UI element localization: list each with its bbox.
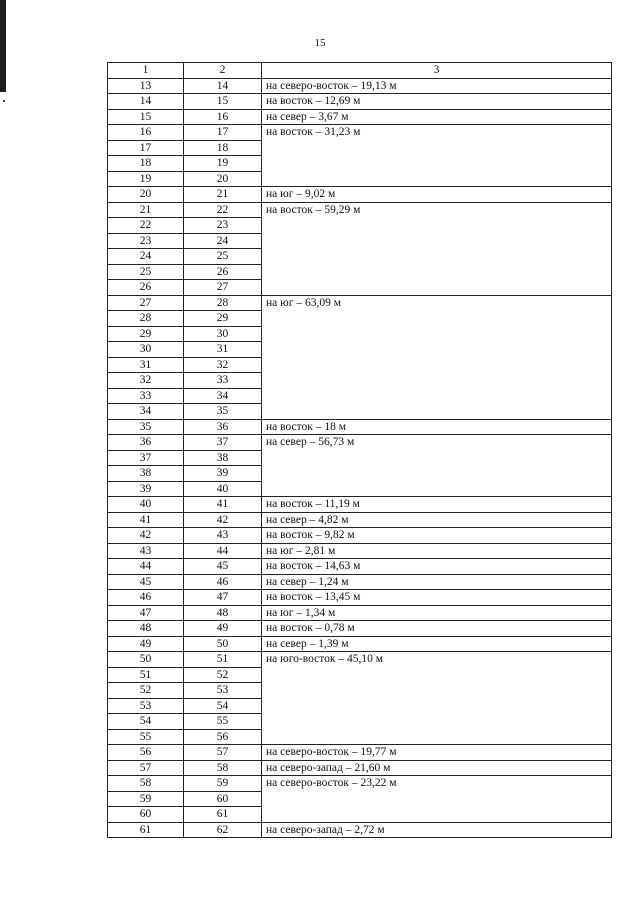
direction-distance-cell: на северо-запад – 21,60 м — [262, 760, 612, 776]
point-from-cell: 26 — [108, 280, 184, 296]
point-from-cell: 18 — [108, 156, 184, 172]
point-to-cell: 51 — [184, 652, 262, 668]
direction-distance-cell: на северо-восток – 19,13 м — [262, 78, 612, 94]
point-to-cell: 14 — [184, 78, 262, 94]
point-from-cell: 51 — [108, 667, 184, 683]
direction-distance-cell: на север – 1,39 м — [262, 636, 612, 652]
table-row — [108, 94, 612, 110]
point-from-cell: 49 — [108, 636, 184, 652]
point-from-cell: 31 — [108, 357, 184, 373]
table-row — [108, 590, 612, 606]
point-to-cell: 30 — [184, 326, 262, 342]
table-row — [108, 125, 612, 141]
point-to-cell: 54 — [184, 698, 262, 714]
table-row — [108, 636, 612, 652]
point-from-cell: 19 — [108, 171, 184, 187]
point-to-cell: 45 — [184, 559, 262, 575]
point-from-cell: 41 — [108, 512, 184, 528]
point-to-cell: 43 — [184, 528, 262, 544]
point-from-cell: 45 — [108, 574, 184, 590]
point-to-cell: 55 — [184, 714, 262, 730]
direction-distance-cell: на юг – 1,34 м — [262, 605, 612, 621]
point-to-cell: 15 — [184, 94, 262, 110]
point-from-cell: 40 — [108, 497, 184, 513]
point-from-cell: 24 — [108, 249, 184, 265]
table-row — [108, 621, 612, 637]
point-to-cell: 46 — [184, 574, 262, 590]
point-from-cell: 15 — [108, 109, 184, 125]
point-from-cell: 34 — [108, 404, 184, 420]
point-from-cell: 17 — [108, 140, 184, 156]
point-from-cell: 20 — [108, 187, 184, 203]
point-to-cell: 42 — [184, 512, 262, 528]
table-row — [108, 543, 612, 559]
point-from-cell: 39 — [108, 481, 184, 497]
point-from-cell: 58 — [108, 776, 184, 792]
point-to-cell: 24 — [184, 233, 262, 249]
point-from-cell: 53 — [108, 698, 184, 714]
direction-distance-cell: на юг – 63,09 м — [262, 295, 612, 419]
point-from-cell: 56 — [108, 745, 184, 761]
point-to-cell: 18 — [184, 140, 262, 156]
point-from-cell: 16 — [108, 125, 184, 141]
point-to-cell: 60 — [184, 791, 262, 807]
table-row — [108, 574, 612, 590]
point-to-cell: 40 — [184, 481, 262, 497]
point-to-cell: 50 — [184, 636, 262, 652]
table-row — [108, 187, 612, 203]
point-to-cell: 44 — [184, 543, 262, 559]
point-to-cell: 58 — [184, 760, 262, 776]
direction-distance-cell: на восток – 11,19 м — [262, 497, 612, 513]
point-from-cell: 60 — [108, 807, 184, 823]
point-to-cell: 47 — [184, 590, 262, 606]
point-from-cell: 25 — [108, 264, 184, 280]
table-row — [108, 295, 612, 311]
table-row — [108, 760, 612, 776]
point-from-cell: 38 — [108, 466, 184, 482]
point-from-cell: 36 — [108, 435, 184, 451]
point-to-cell: 21 — [184, 187, 262, 203]
point-from-cell: 29 — [108, 326, 184, 342]
point-from-cell: 52 — [108, 683, 184, 699]
point-to-cell: 56 — [184, 729, 262, 745]
point-to-cell: 52 — [184, 667, 262, 683]
point-from-cell: 35 — [108, 419, 184, 435]
direction-distance-cell: на восток – 18 м — [262, 419, 612, 435]
point-to-cell: 20 — [184, 171, 262, 187]
point-from-cell: 23 — [108, 233, 184, 249]
point-from-cell: 50 — [108, 652, 184, 668]
table-row — [108, 822, 612, 838]
point-from-cell: 57 — [108, 760, 184, 776]
header-col-2: 2 — [184, 63, 262, 79]
point-to-cell: 41 — [184, 497, 262, 513]
point-to-cell: 38 — [184, 450, 262, 466]
direction-distance-cell: на восток – 31,23 м — [262, 125, 612, 187]
table-row — [108, 745, 612, 761]
point-to-cell: 33 — [184, 373, 262, 389]
direction-distance-cell: на северо-запад – 2,72 м — [262, 822, 612, 838]
point-to-cell: 57 — [184, 745, 262, 761]
point-from-cell: 28 — [108, 311, 184, 327]
direction-distance-cell: на север – 3,67 м — [262, 109, 612, 125]
point-to-cell: 39 — [184, 466, 262, 482]
point-from-cell: 43 — [108, 543, 184, 559]
table-row — [108, 776, 612, 792]
point-to-cell: 53 — [184, 683, 262, 699]
point-to-cell: 49 — [184, 621, 262, 637]
point-to-cell: 34 — [184, 388, 262, 404]
point-to-cell: 27 — [184, 280, 262, 296]
direction-distance-cell: на юго-восток – 45,10 м — [262, 652, 612, 745]
point-from-cell: 32 — [108, 373, 184, 389]
table-row — [108, 419, 612, 435]
table-row — [108, 109, 612, 125]
table-row — [108, 202, 612, 218]
table-header-row — [108, 63, 612, 79]
header-col-3: 3 — [262, 63, 612, 79]
direction-distance-cell: на юг – 2,81 м — [262, 543, 612, 559]
scan-speck — [3, 100, 5, 102]
point-from-cell: 21 — [108, 202, 184, 218]
point-to-cell: 61 — [184, 807, 262, 823]
direction-distance-cell: на север – 56,73 м — [262, 435, 612, 497]
table-body — [108, 78, 612, 838]
direction-distance-cell: на юг – 9,02 м — [262, 187, 612, 203]
point-to-cell: 28 — [184, 295, 262, 311]
direction-distance-cell: на север – 1,24 м — [262, 574, 612, 590]
point-from-cell: 47 — [108, 605, 184, 621]
point-to-cell: 16 — [184, 109, 262, 125]
header-col-1: 1 — [108, 63, 184, 79]
point-from-cell: 61 — [108, 822, 184, 838]
point-to-cell: 19 — [184, 156, 262, 172]
point-to-cell: 62 — [184, 822, 262, 838]
point-from-cell: 44 — [108, 559, 184, 575]
page-number: 15 — [314, 37, 326, 49]
point-to-cell: 23 — [184, 218, 262, 234]
direction-distance-cell: на северо-восток – 19,77 м — [262, 745, 612, 761]
direction-distance-cell: на север – 4,82 м — [262, 512, 612, 528]
table-row — [108, 559, 612, 575]
point-from-cell: 22 — [108, 218, 184, 234]
direction-distance-cell: на восток – 59,29 м — [262, 202, 612, 295]
point-from-cell: 42 — [108, 528, 184, 544]
point-to-cell: 32 — [184, 357, 262, 373]
point-to-cell: 25 — [184, 249, 262, 265]
point-from-cell: 55 — [108, 729, 184, 745]
point-to-cell: 35 — [184, 404, 262, 420]
table-row — [108, 528, 612, 544]
boundary-description-table — [107, 62, 612, 838]
point-to-cell: 48 — [184, 605, 262, 621]
point-from-cell: 46 — [108, 590, 184, 606]
point-from-cell: 54 — [108, 714, 184, 730]
point-from-cell: 37 — [108, 450, 184, 466]
point-to-cell: 36 — [184, 419, 262, 435]
point-to-cell: 59 — [184, 776, 262, 792]
point-from-cell: 48 — [108, 621, 184, 637]
table-row — [108, 78, 612, 94]
point-from-cell: 14 — [108, 94, 184, 110]
direction-distance-cell: на восток – 12,69 м — [262, 94, 612, 110]
point-from-cell: 59 — [108, 791, 184, 807]
direction-distance-cell: на восток – 0,78 м — [262, 621, 612, 637]
direction-distance-cell: на восток – 14,63 м — [262, 559, 612, 575]
point-to-cell: 17 — [184, 125, 262, 141]
point-from-cell: 33 — [108, 388, 184, 404]
table-row — [108, 605, 612, 621]
table-row — [108, 652, 612, 668]
table-row — [108, 512, 612, 528]
direction-distance-cell: на восток – 13,45 м — [262, 590, 612, 606]
table-row — [108, 497, 612, 513]
table-row — [108, 435, 612, 451]
point-to-cell: 31 — [184, 342, 262, 358]
point-from-cell: 27 — [108, 295, 184, 311]
point-from-cell: 30 — [108, 342, 184, 358]
point-to-cell: 37 — [184, 435, 262, 451]
point-to-cell: 29 — [184, 311, 262, 327]
point-to-cell: 22 — [184, 202, 262, 218]
point-from-cell: 13 — [108, 78, 184, 94]
direction-distance-cell: на северо-восток – 23,22 м — [262, 776, 612, 823]
point-to-cell: 26 — [184, 264, 262, 280]
direction-distance-cell: на восток – 9,82 м — [262, 528, 612, 544]
